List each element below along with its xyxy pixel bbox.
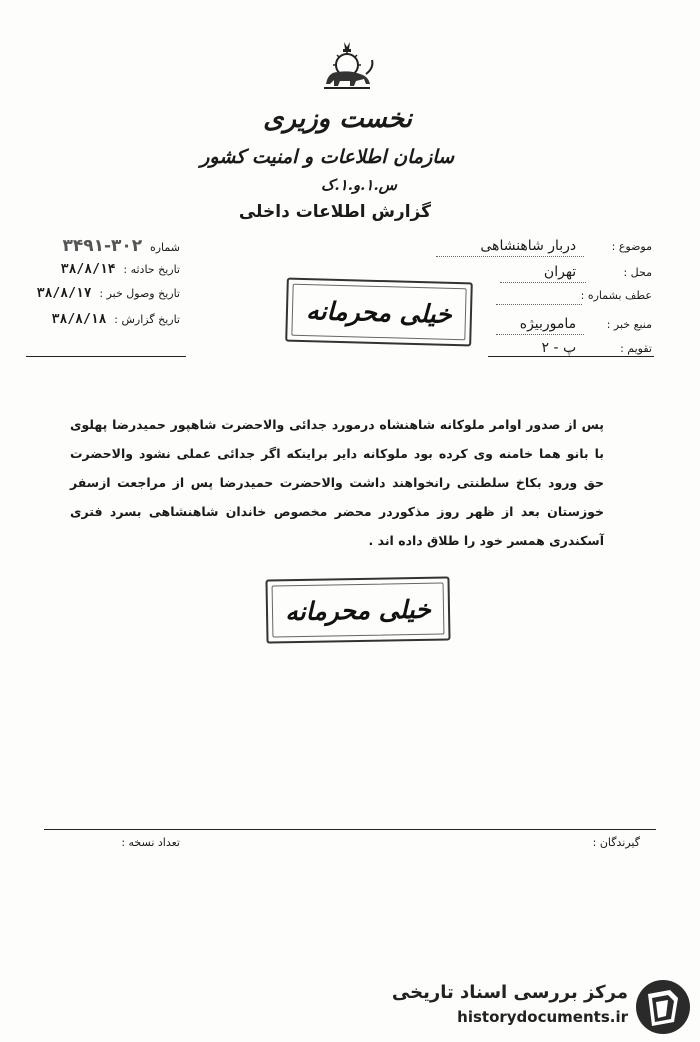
received-date <box>10 286 180 301</box>
reference-underline <box>496 304 582 305</box>
historydocuments-logo-icon <box>634 978 692 1036</box>
subject-label: موضوع : <box>611 240 652 253</box>
report-date-label: تاریخ گزارش : <box>114 313 180 326</box>
location-row <box>544 264 652 280</box>
location-value: تهران <box>543 264 577 280</box>
source-value: ماموربیژه <box>519 316 577 332</box>
organization-title: سازمان اطلاعات و امنیت کشور <box>200 146 454 168</box>
ministry-title: نخست وزیری <box>263 104 412 134</box>
recipients-label: گیرندگان : <box>592 836 640 849</box>
subject-row <box>480 238 652 254</box>
organization-code: س.۱.و.۱.ک <box>320 176 397 194</box>
source-label: منبع خبر : <box>606 318 652 331</box>
incident-date <box>10 262 180 277</box>
watermark <box>391 976 692 1036</box>
footer-separator <box>44 829 656 830</box>
incident-date-value: ۳۸/۸/۱۴ <box>60 262 116 277</box>
received-date-value: ۳۸/۸/۱۷ <box>36 286 92 301</box>
top-secret-stamp: خیلی محرمانه <box>285 278 473 347</box>
header-separator-left <box>26 356 186 357</box>
header-separator-right <box>488 356 654 357</box>
copies-label: تعداد نسخه : <box>121 836 180 849</box>
report-type-title: گزارش اطلاعات داخلی <box>238 202 431 222</box>
bottom-secret-stamp: خیلی محرمانه <box>265 576 450 643</box>
evaluation-row <box>542 340 653 356</box>
location-underline <box>500 282 586 283</box>
report-body: پس از صدور اوامر ملوکانه شاهنشاه درمورد جدائی والاحضرت شاهپور حمیدرضا پهلوی با بانو هما خامنه‌ وی کرده بود ملوکانه داير براينکه اگر جدائی عملی نشود والاحضرت حق ورود بکاخ سلطنتی رانخواهند داشت والاحضرت حمیدرضا پس از مراجعت ازسفر خوزستان بعد از ظهر روز مذکوردر محضر مخصوص خاندان شاهنشاهی بسرد فتری آسکندری همسر خود را طلاق داده اند . <box>70 417 604 548</box>
report-date <box>10 312 180 327</box>
incident-date-label: تاریخ حادثه : <box>123 263 180 276</box>
reference-label: عطف بشماره : <box>580 289 652 302</box>
evaluation-value: پ - ۲ <box>541 340 577 356</box>
watermark-url[interactable]: historydocuments.ir <box>457 1008 628 1026</box>
source-underline <box>496 334 584 335</box>
location-label: محل : <box>623 266 652 279</box>
source-row <box>520 316 652 332</box>
reference-row <box>580 288 652 302</box>
subject-value: دربار شاهنشاهی <box>480 238 577 254</box>
evaluation-label: تقویم : <box>620 342 652 355</box>
lion-and-sun-emblem-icon <box>316 40 378 92</box>
report-date-value: ۳۸/۸/۱۸ <box>51 312 107 327</box>
watermark-name: مرکز بررسی اسناد تاریخی <box>391 982 628 1003</box>
report-number <box>10 236 180 256</box>
subject-underline <box>436 256 584 257</box>
report-number-label: شماره <box>149 241 180 254</box>
report-number-value: ۳۰۲-۳۴۹۱ <box>62 236 143 256</box>
received-date-label: تاریخ وصول خبر : <box>99 287 180 300</box>
